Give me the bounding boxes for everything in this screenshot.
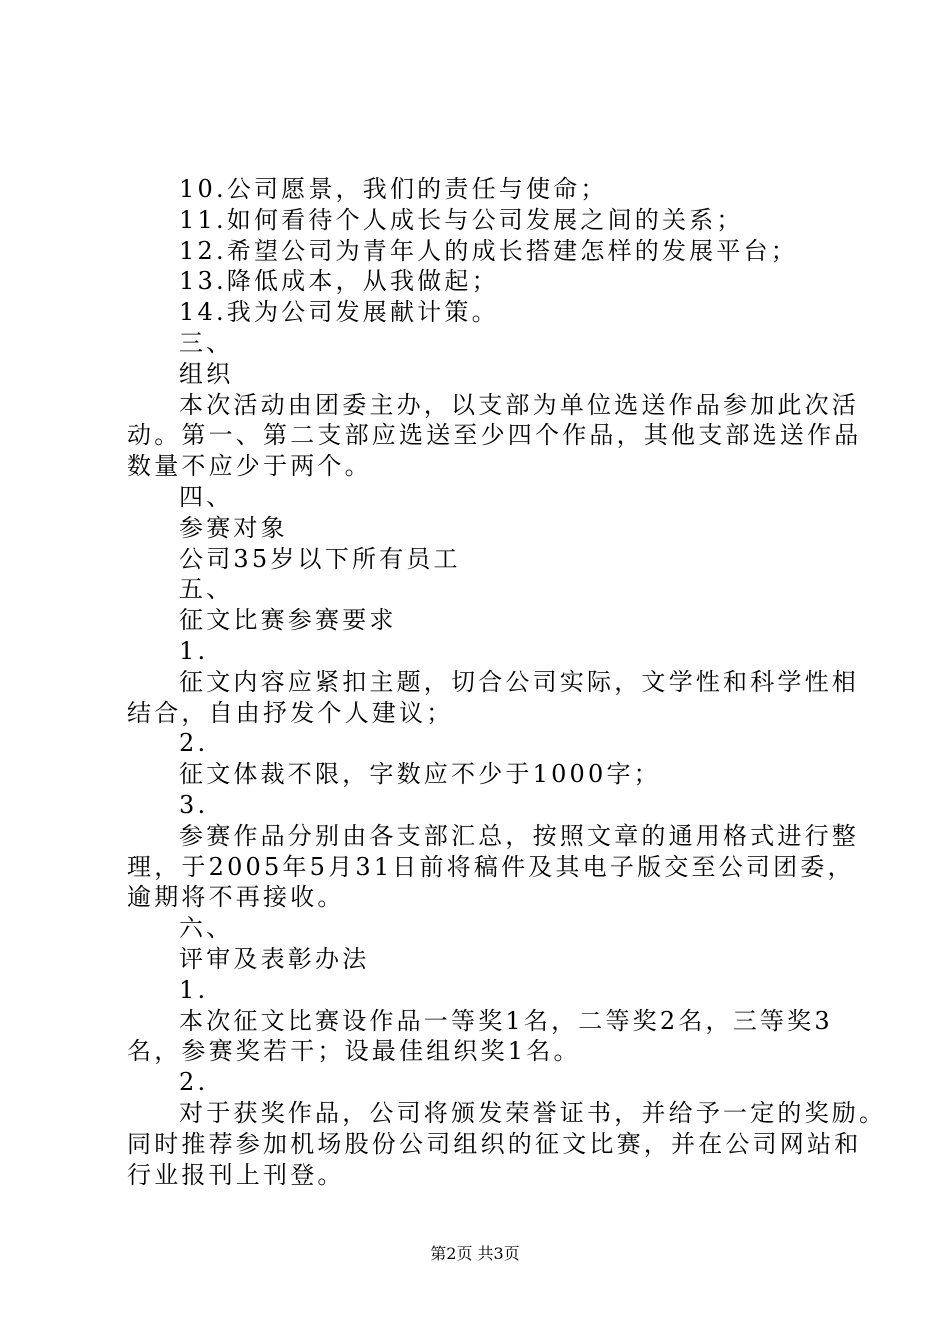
section-number: 四、	[179, 482, 234, 511]
text-line: 理，于2005年5月31日前将稿件及其电子版交至公司团委，	[127, 852, 855, 881]
text-line: 对于获奖作品，公司将颁发荣誉证书，并给予一定的奖励。	[179, 1098, 887, 1127]
text-line: 名，参赛奖若干；设最佳组织奖1名。	[127, 1037, 581, 1066]
section-number: 六、	[179, 914, 234, 943]
text-line: 数量不应少于两个。	[127, 452, 372, 481]
item-number: 1.	[179, 975, 209, 1004]
text-line: 本次征文比赛设作品一等奖1名，二等奖2名，三等奖3	[179, 1006, 833, 1035]
text-line: 12.希望公司为青年人的成长搭建怎样的发展平台；	[179, 236, 798, 265]
text-line: 同时推荐参加机场股份公司组织的征文比赛，并在公司网站和	[127, 1129, 862, 1158]
section-heading: 征文比赛参赛要求	[179, 606, 397, 635]
text-line: 行业报刊上刊登。	[127, 1160, 345, 1189]
text-line: 结合，自由抒发个人建议；	[127, 698, 454, 727]
text-line: 参赛作品分别由各支部汇总，按照文章的通用格式进行整	[179, 821, 859, 850]
document-body	[127, 174, 887, 1190]
text-line: 动。第一、第二支部应选送至少四个作品，其他支部选送作品	[127, 421, 862, 450]
text-line: 公司35岁以下所有员工	[179, 544, 461, 573]
section-heading: 参赛对象	[179, 513, 288, 542]
text-line: 10.公司愿景，我们的责任与使命；	[179, 175, 608, 203]
item-number: 3.	[179, 790, 209, 819]
text-line: 14.我为公司发展献计策。	[179, 298, 499, 327]
section-heading: 组织	[179, 359, 234, 388]
text-line: 本次活动由团委主办，以支部为单位选送作品参加此次活	[179, 390, 859, 419]
text-line: 征文内容应紧扣主题，切合公司实际，文学性和科学性相	[179, 667, 859, 696]
item-number: 2.	[179, 729, 209, 758]
text-line: 征文体裁不限，字数应不少于1000字；	[179, 760, 661, 789]
item-number: 1.	[179, 636, 209, 665]
section-heading: 评审及表彰办法	[179, 944, 370, 973]
text-line: 逾期将不再接收。	[127, 883, 345, 912]
text-line: 13.降低成本，从我做起；	[179, 267, 499, 296]
text-line: 11.如何看待个人成长与公司发展之间的关系；	[179, 205, 744, 234]
section-number: 五、	[179, 575, 234, 604]
section-number: 三、	[179, 328, 234, 357]
page-footer: 第2页 共3页	[430, 1244, 520, 1263]
item-number: 2.	[179, 1068, 209, 1097]
